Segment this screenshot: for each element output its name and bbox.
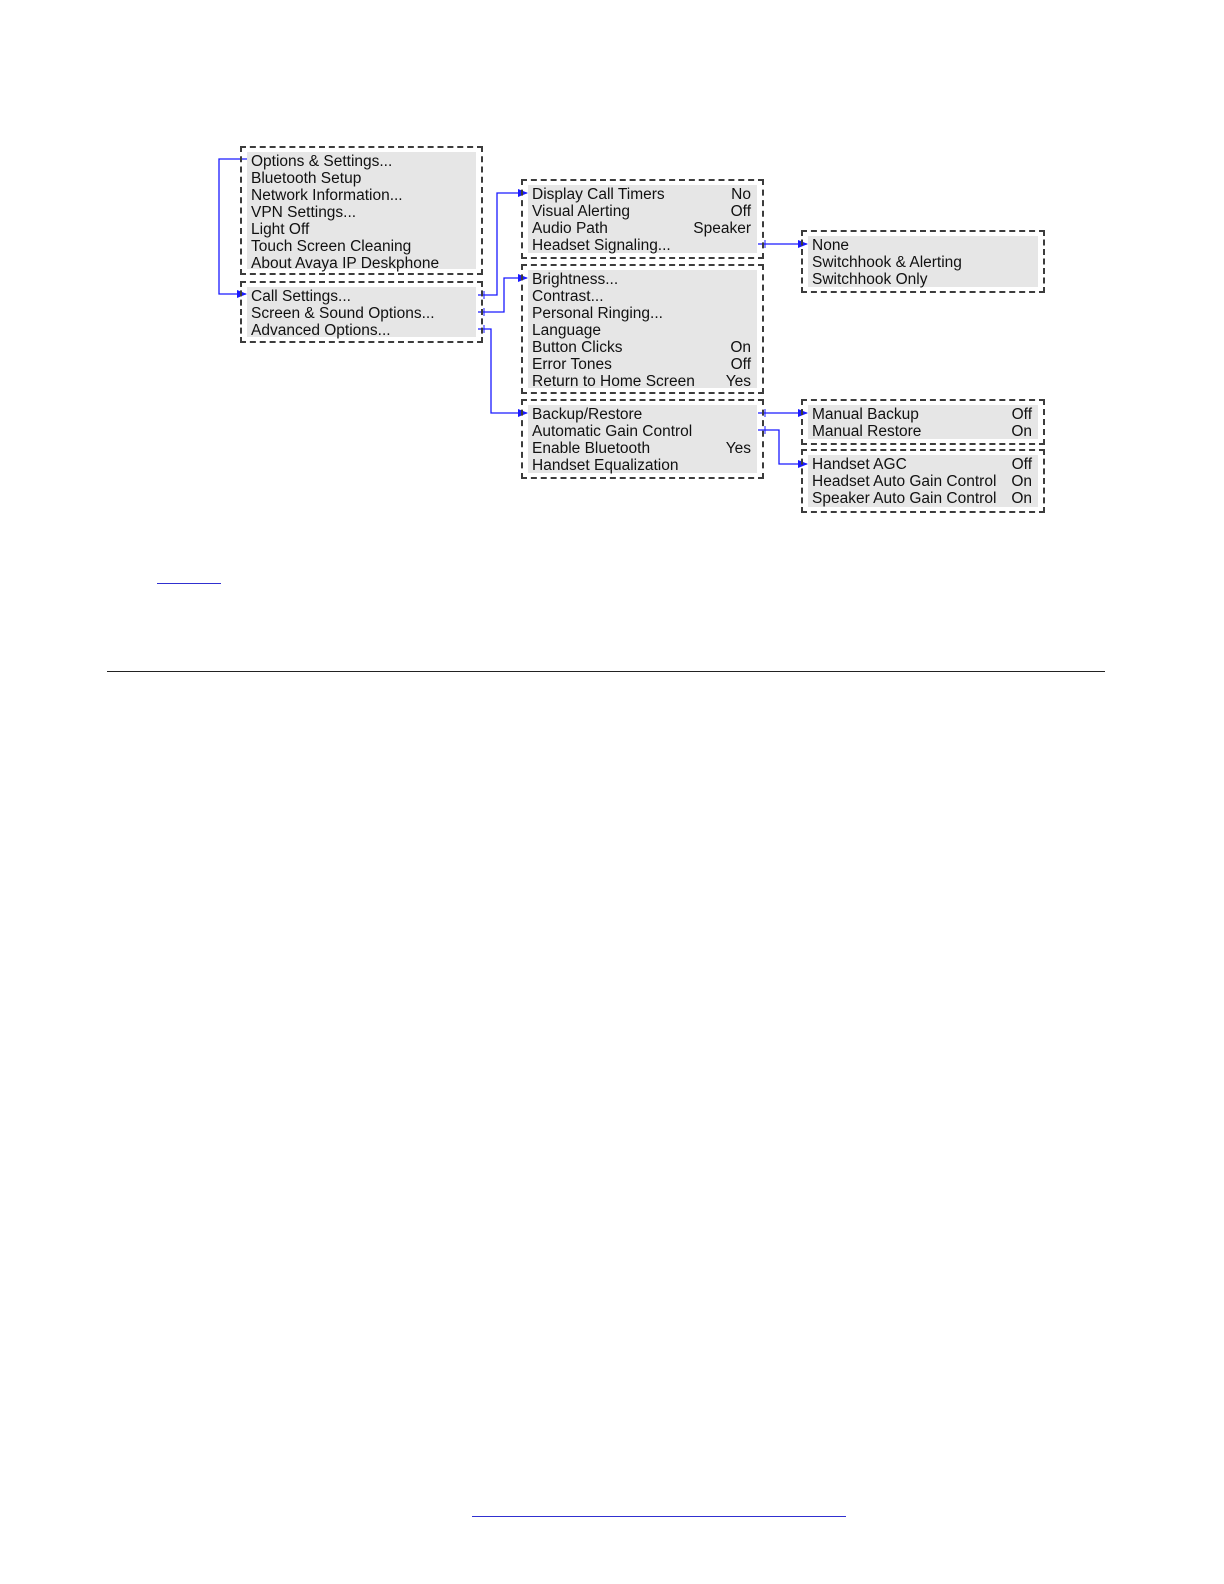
menu-item-label: About Avaya IP Deskphone [251,255,440,272]
menu-item-none[interactable] [812,237,1034,254]
menu-item-label: Touch Screen Cleaning [251,238,412,255]
menu-item-label: Backup/Restore [532,406,643,423]
menu-item-bluetooth-setup[interactable] [251,170,472,187]
menu-item-label: Display Call Timers [532,186,665,203]
menu-item-light-off[interactable] [251,221,472,238]
menu-item-label: Button Clicks [532,339,623,356]
menu-item-handset-agc[interactable] [812,456,1034,473]
menu-item-button-clicks[interactable] [532,339,753,356]
menu-item-label: Automatic Gain Control [532,423,693,440]
menu-item-label: Headset Signaling... [532,237,671,254]
menu-item-value: Off [730,356,751,373]
menu-item-label: Speaker Auto Gain Control [812,490,997,507]
menu-item-screen-sound-options[interactable] [251,305,472,322]
connector-advanced [478,329,527,413]
menu-item-manual-restore[interactable] [812,423,1034,440]
menu-item-call-settings[interactable] [251,288,472,305]
menu-item-value: No [731,186,751,203]
menu-item-value: Off [730,203,751,220]
menu-item-brightness[interactable] [532,271,753,288]
menu-item-label: Personal Ringing... [532,305,663,322]
menu-item-headset-agc[interactable] [812,473,1034,490]
menu-item-value [751,271,753,288]
menu-item-value: Off [1011,406,1032,423]
menu-item-value [751,305,753,322]
menu-item-about[interactable] [251,255,472,272]
menu-item-value: On [1011,490,1032,507]
menu-item-value: On [1011,473,1032,490]
menu-item-label: None [812,237,850,254]
menu-item-visual-alerting[interactable] [532,203,753,220]
menu-item-label: Brightness... [532,271,619,288]
menu-item-label: Manual Backup [812,406,919,423]
menu-item-label: Switchhook Only [812,271,928,288]
menu-item-label: Error Tones [532,356,612,373]
main-menu-box [240,146,483,275]
menu-item-switchhook-only[interactable] [812,271,1034,288]
menu-item-return-home-screen[interactable] [532,373,753,390]
menu-item-value: Off [1011,456,1032,473]
menu-item-display-call-timers[interactable] [532,186,753,203]
menu-item-value [751,457,753,474]
menu-item-handset-equalization[interactable] [532,457,753,474]
link-underline[interactable] [157,583,221,584]
headset-signaling-box [801,230,1045,293]
menu-item-label: Language [532,322,601,339]
menu-item-switchhook-alerting[interactable] [812,254,1034,271]
connector-call-settings [478,193,527,295]
menu-item-headset-signaling[interactable] [532,237,753,254]
menu-item-value [751,288,753,305]
menu-item-value: Yes [725,440,751,457]
menu-item-backup-restore[interactable] [532,406,753,423]
menu-item-network-information[interactable] [251,187,472,204]
advanced-list [528,405,757,473]
menu-item-label: Bluetooth Setup [251,170,362,187]
menu-item-label: Screen & Sound Options... [251,305,435,322]
advanced-box [521,399,764,479]
menu-item-personal-ringing[interactable] [532,305,753,322]
call-settings-box [521,179,764,259]
menu-item-enable-bluetooth[interactable] [532,440,753,457]
menu-item-label: Switchhook & Alerting [812,254,962,271]
menu-item-options-settings[interactable] [251,153,472,170]
menu-item-label: Contrast... [532,288,604,305]
menu-item-label: Handset AGC [812,456,907,473]
menu-item-audio-path[interactable] [532,220,753,237]
menu-item-label: Enable Bluetooth [532,440,651,457]
screen-sound-box [521,264,764,394]
backup-restore-list [808,405,1038,439]
footer-link-underline[interactable] [472,1516,846,1517]
menu-item-error-tones[interactable] [532,356,753,373]
backup-restore-box [801,399,1045,445]
menu-item-label: Light Off [251,221,310,238]
menu-item-speaker-agc[interactable] [812,490,1034,507]
menu-item-value: On [730,339,751,356]
menu-item-automatic-gain-control[interactable] [532,423,753,440]
menu-item-value [751,406,753,423]
menu-item-label: Network Information... [251,187,403,204]
screen-sound-list [528,270,757,388]
menu-item-label: Call Settings... [251,288,351,305]
menu-item-label: Visual Alerting [532,203,630,220]
menu-item-manual-backup[interactable] [812,406,1034,423]
menu-item-language[interactable] [532,322,753,339]
menu-item-label: Handset Equalization [532,457,679,474]
menu-item-label: VPN Settings... [251,204,357,221]
menu-item-label: Audio Path [532,220,608,237]
menu-item-value [751,237,753,254]
call-settings-list [528,185,757,253]
menu-item-value: Yes [725,373,751,390]
menu-item-label: Headset Auto Gain Control [812,473,997,490]
menu-item-touch-screen-cleaning[interactable] [251,238,472,255]
menu-item-contrast[interactable] [532,288,753,305]
agc-list [808,455,1038,507]
horizontal-rule [107,671,1105,672]
menu-item-label: Advanced Options... [251,322,391,339]
options-menu-box [240,281,483,343]
menu-item-label: Options & Settings... [251,153,393,170]
options-menu-list [247,287,476,337]
headset-signaling-list [808,236,1038,287]
menu-item-label: Manual Restore [812,423,922,440]
main-menu-list [247,152,476,272]
menu-item-value [751,322,753,339]
menu-item-label: Return to Home Screen [532,373,695,390]
menu-item-value: Speaker [693,220,751,237]
connector-agc [758,430,807,464]
agc-box [801,449,1045,513]
menu-item-value: On [1011,423,1032,440]
menu-item-vpn-settings[interactable] [251,204,472,221]
menu-item-value [751,423,753,440]
menu-item-advanced-options[interactable] [251,322,472,339]
